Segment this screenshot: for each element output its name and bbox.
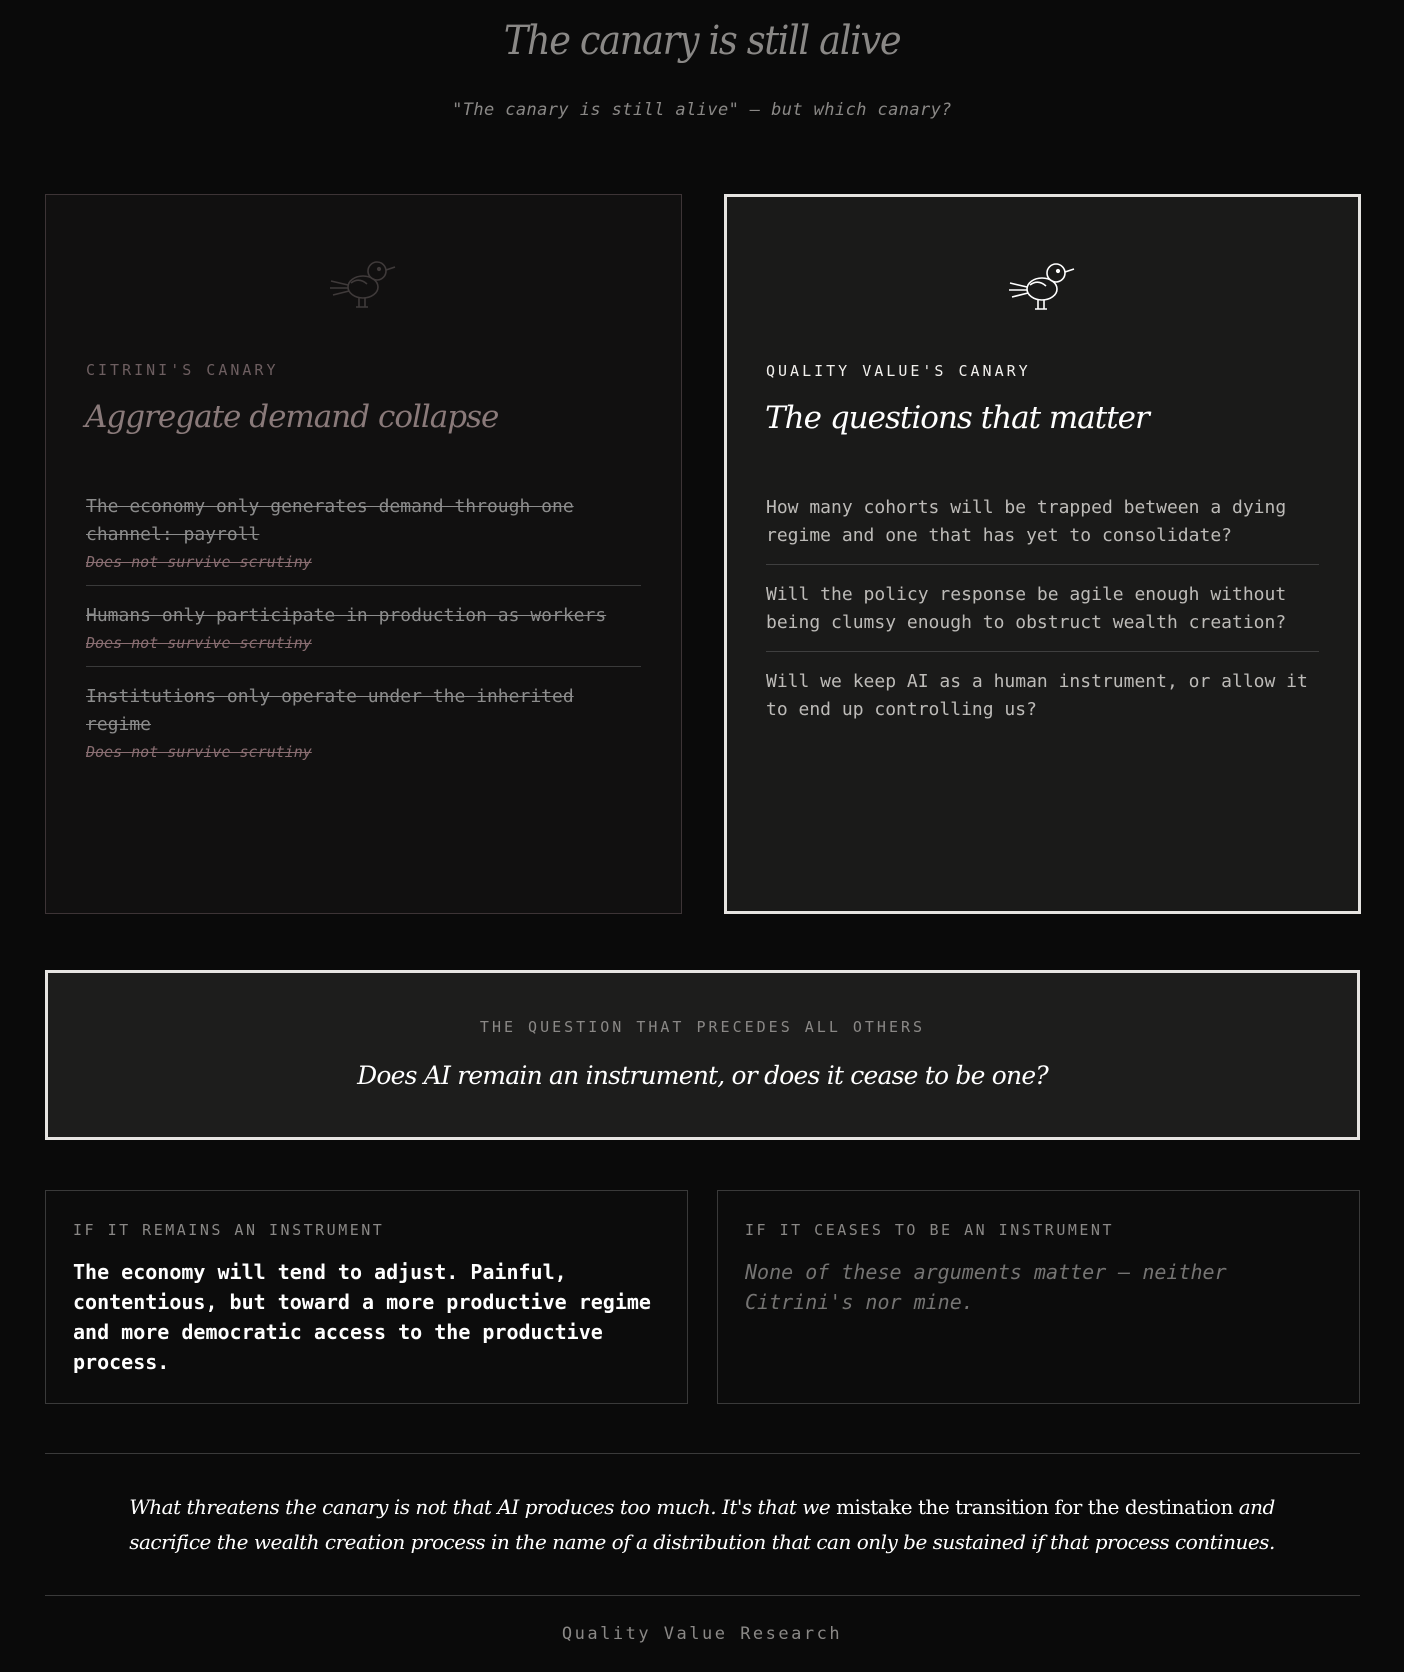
outcome-label: IF IT REMAINS AN INSTRUMENT [73,1221,385,1239]
outcome-text: None of these arguments matter — neither Citrini's nor mine. [745,1260,1227,1314]
assumption-verdict: Does not survive scrutiny [86,553,312,571]
footer-brand: Quality Value Research [561,1624,843,1644]
card-heading: Aggregate demand collapse [85,399,499,435]
citrini-canary-card [45,194,682,914]
question-text: Will the policy response be agile enough without being clumsy enough to obstruct wealth creation? [766,584,1287,633]
assumption-item [86,493,641,586]
page-subtitle: "The canary is still alive" — but which canary? [452,100,952,120]
bird-icon [1008,259,1078,319]
assumption-item [86,602,641,667]
outcome-text: The economy will tend to adjust. Painful, contentious, but toward a more productive regime and more democratic access to the productive process. [73,1260,651,1374]
assumption-item [86,683,641,775]
card-label: CITRINI'S CANARY [86,361,279,379]
divider [45,1595,1360,1596]
card-heading: The questions that matter [765,400,1149,436]
question-item [766,668,1319,738]
outcome-remains-instrument [45,1190,688,1404]
question-list [766,494,1319,754]
question-item [766,581,1319,652]
assumption-text: Humans only participate in production as workers [86,605,607,626]
question-item [766,494,1319,565]
closing-statement [120,1490,1284,1560]
central-question-box [45,970,1360,1140]
assumption-list [86,493,641,791]
page-title: The canary is still alive [503,18,901,64]
bird-icon [329,257,399,317]
question-text: Does AI remain an instrument, or does it cease to be one? [357,1061,1048,1090]
divider [45,1453,1360,1454]
assumption-verdict: Does not survive scrutiny [86,743,312,761]
assumption-text: Institutions only operate under the inherited regime [86,686,574,735]
assumption-text: The economy only generates demand through one channel: payroll [86,496,574,545]
question-label: THE QUESTION THAT PRECEDES ALL OTHERS [479,1018,926,1036]
question-text: How many cohorts will be trapped between a dying regime and one that has yet to consolidate? [766,497,1287,546]
card-label: QUALITY VALUE'S CANARY [766,362,1031,380]
question-text: Will we keep AI as a human instrument, or allow it to end up controlling us? [766,671,1308,720]
outcome-label: IF IT CEASES TO BE AN INSTRUMENT [745,1221,1114,1239]
closing-part-2: mistake the transition for the destination [830,1495,1239,1519]
closing-part-3: and sacrifice the wealth creation process in the name of a distribution that can only be sustained if that process continues. [129,1495,1275,1554]
quality-value-canary-card [724,194,1361,914]
outcome-ceases-instrument [717,1190,1360,1404]
assumption-verdict: Does not survive scrutiny [86,634,312,652]
closing-part-1: What threatens the canary is not that AI produces too much. It's that we [129,1495,831,1519]
